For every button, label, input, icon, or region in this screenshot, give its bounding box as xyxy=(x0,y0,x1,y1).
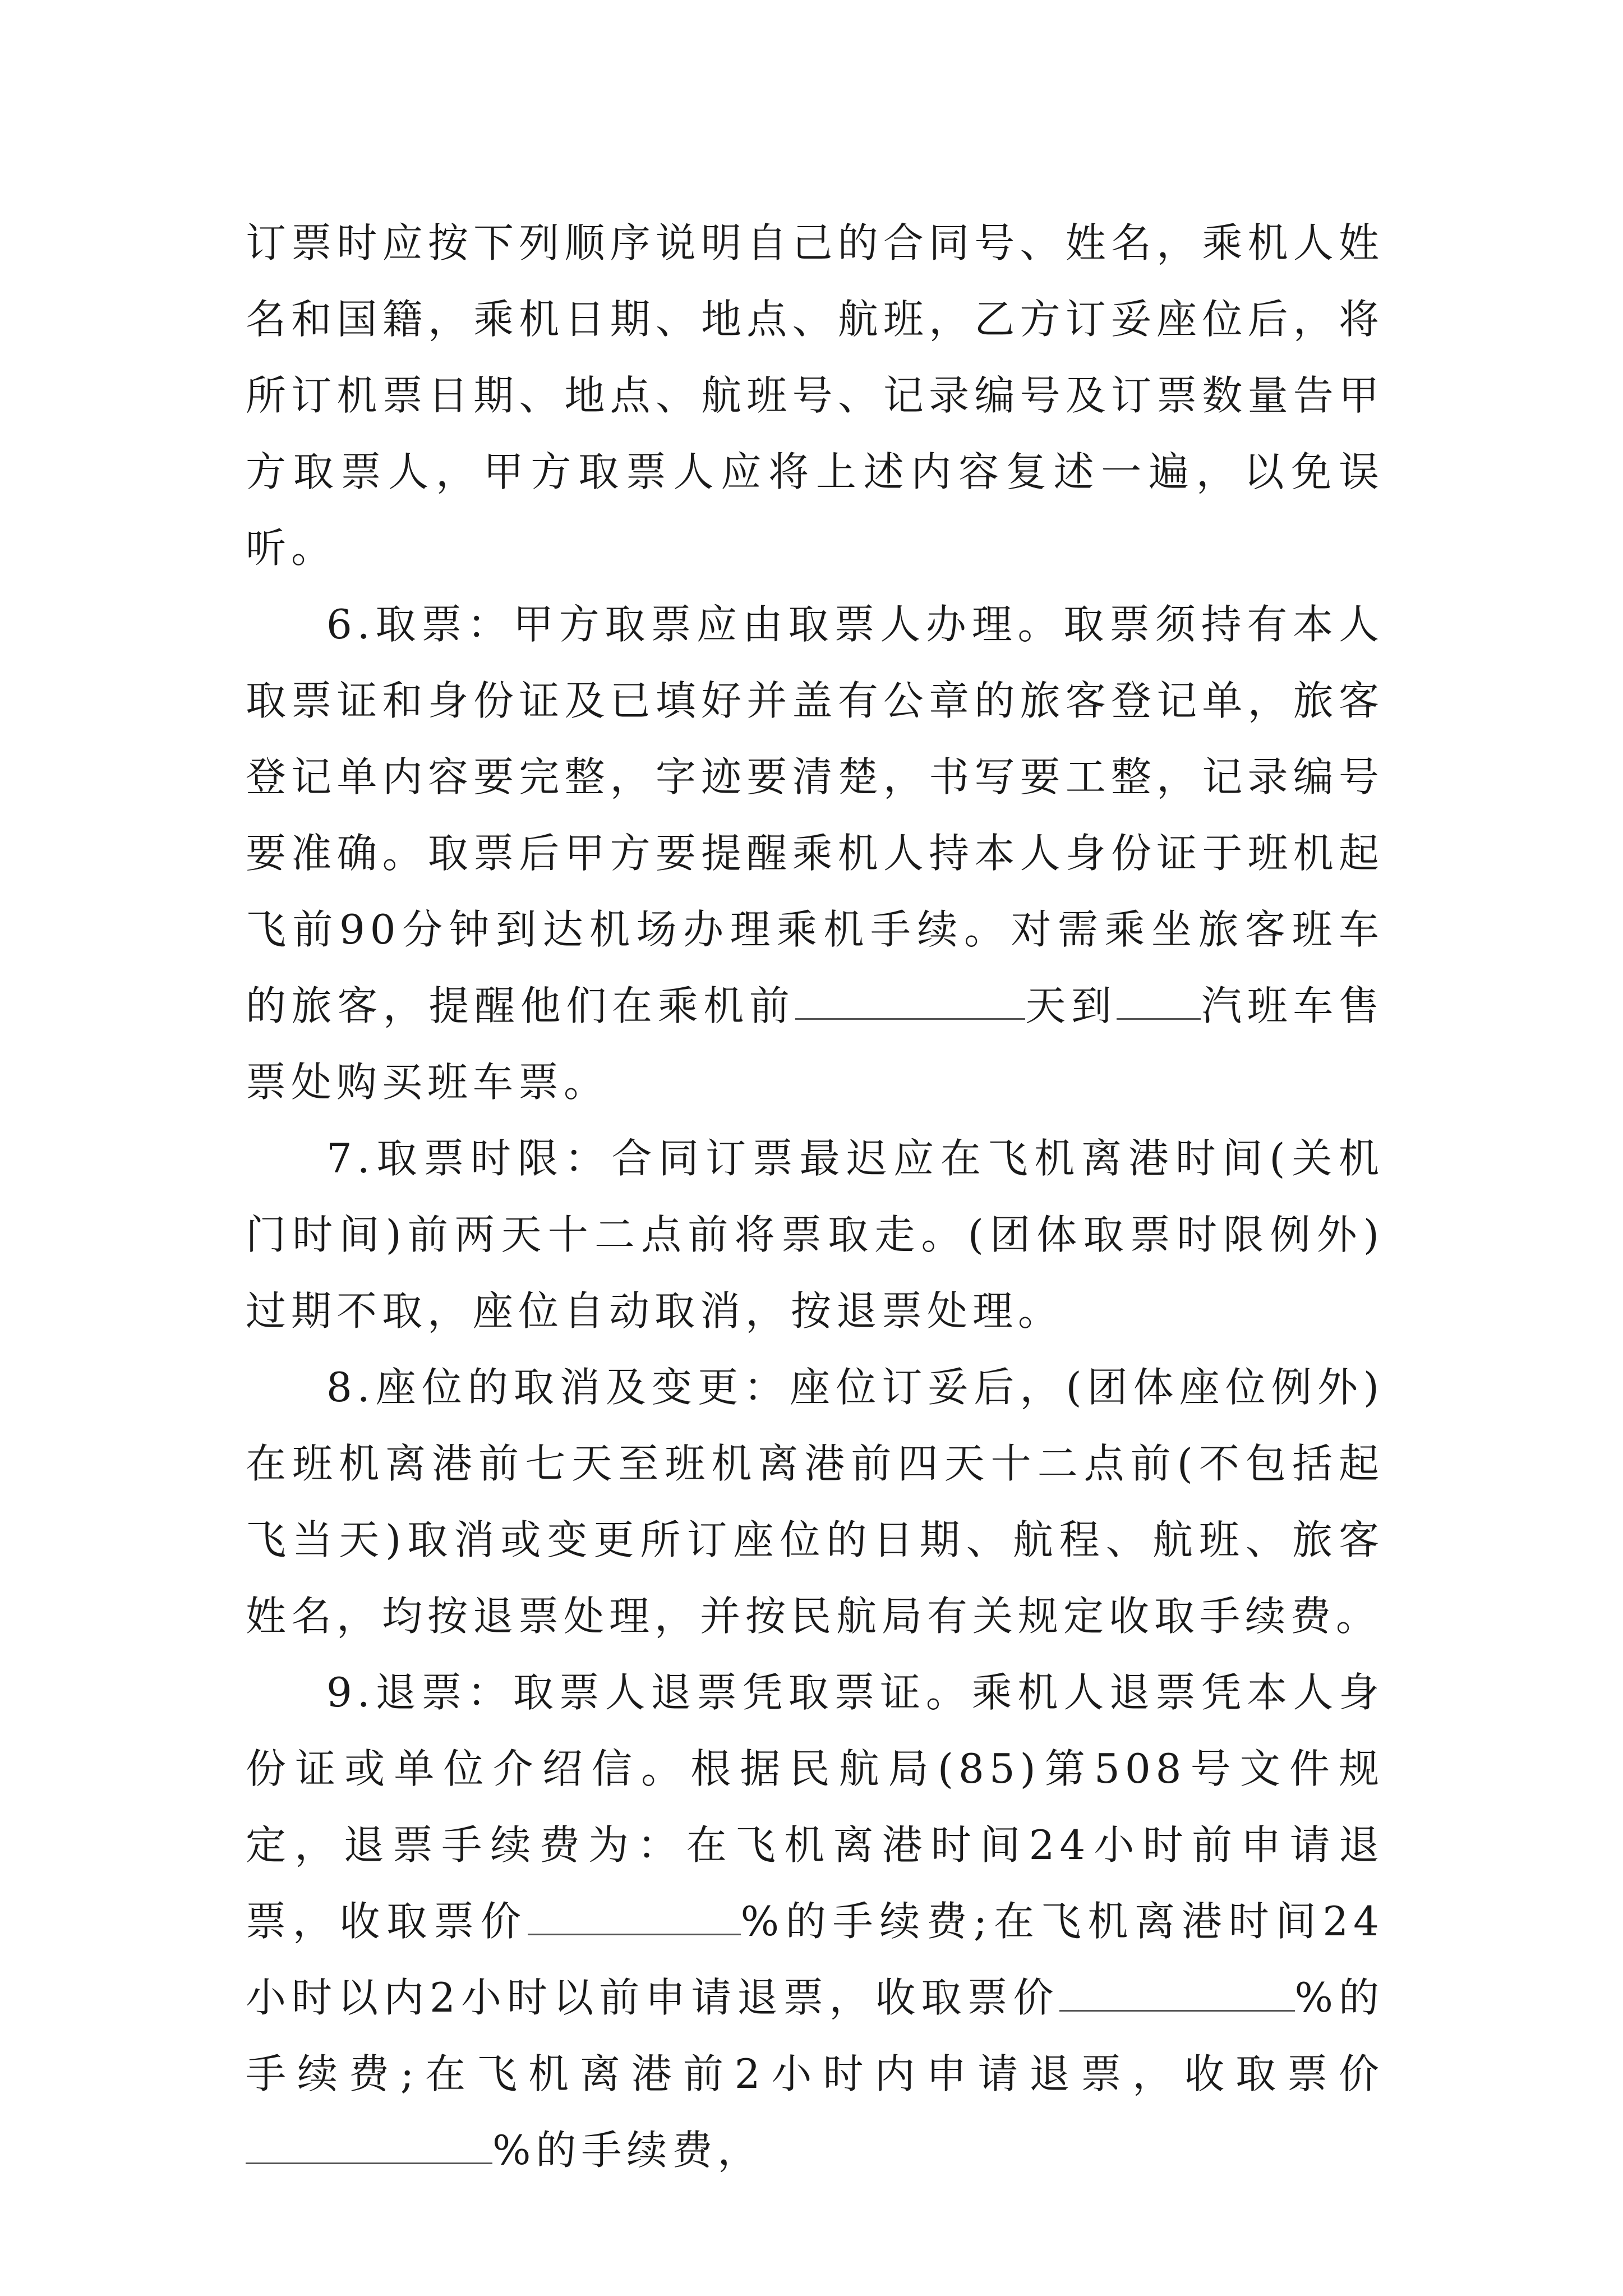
fill-in-blank-fee-percent-1[interactable] xyxy=(528,1899,741,1935)
fill-in-blank-fee-percent-2[interactable] xyxy=(1059,1975,1295,2012)
document-body xyxy=(246,205,1384,2188)
paragraph-text: %的手续费， xyxy=(492,2127,763,2174)
paragraph-text: 8.座位的取消及变更：座位订妥后，(团体座位例外)在班机离港前七天至班机离港前四天十二点前(不包括起飞当天)取消或变更所订座位的日期、航程、航班、旅客姓名，均按退票处理，并按民航局有关规定收取手续费。 xyxy=(246,1364,1384,1640)
fill-in-blank-location[interactable] xyxy=(1117,983,1201,1020)
fill-in-blank-fee-percent-3[interactable] xyxy=(246,2128,492,2164)
paragraph-8-cancellation xyxy=(246,1349,1384,1654)
paragraph-text: 9.退票：取票人退票凭取票证。乘机人退票凭本人身份证或单位介绍信。根据民航局(85)第508号文件规定，退票手续费为：在飞机离港时间24小时前申请退票，收取票价 xyxy=(246,1669,1384,1945)
paragraph-text: 天到 xyxy=(1025,982,1117,1029)
paragraph-text: 汽班车售票处购买班车票。 xyxy=(246,982,1384,1106)
paragraph-5-continuation xyxy=(246,205,1384,586)
paragraph-text: %的手续费;在飞机离港时间24小时以内2小时以前申请退票，收取票价 xyxy=(246,1898,1384,2021)
paragraph-9-refund xyxy=(246,1654,1384,2188)
paragraph-text: %的手续费;在飞机离港前2小时内申请退票，收取票价 xyxy=(246,1974,1385,2097)
paragraph-text: 6.取票：甲方取票应由取票人办理。取票须持有本人取票证和身份证及已填好并盖有公章的旅客登记单，旅客登记单内容要完整，字迹要清楚，书写要工整，记录编号要准确。取票后甲方要提醒乘机人持本人身份证于班机起飞前90分钟到达机场办理乘机手续。对需乘坐旅客班车的旅客，提醒他们在乘机前 xyxy=(246,601,1384,1029)
paragraph-7-pickup-deadline xyxy=(246,1120,1384,1349)
fill-in-blank-days[interactable] xyxy=(795,983,1025,1020)
paragraph-text: 7.取票时限：合同订票最迟应在飞机离港时间(关机门时间)前两天十二点前将票取走。(团体取票时限例外)过期不取，座位自动取消，按退票处理。 xyxy=(246,1135,1384,1335)
paragraph-text: 订票时应按下列顺序说明自己的合同号、姓名，乘机人姓名和国籍，乘机日期、地点、航班，乙方订妥座位后，将所订机票日期、地点、航班号、记录编号及订票数量告甲方取票人，甲方取票人应将上述内容复述一遍，以免误听。 xyxy=(246,219,1384,572)
paragraph-6-ticket-pickup xyxy=(246,586,1384,1120)
